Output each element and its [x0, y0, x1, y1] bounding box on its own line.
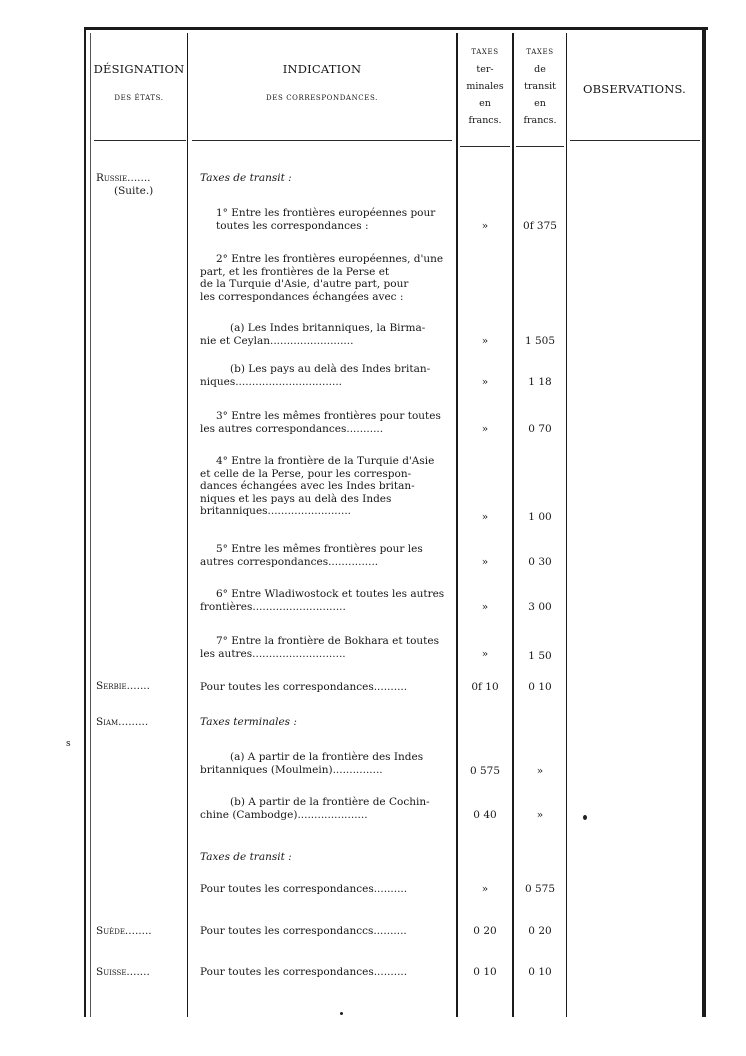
col-rule-3 [512, 33, 514, 1017]
header-rule-1 [94, 140, 186, 141]
russie-row-1-transit: 0f 375 [523, 220, 557, 232]
suisse-terminal: 0 10 [473, 966, 497, 978]
left-border [84, 27, 86, 1017]
state-suisse: Suisse....... [96, 966, 150, 978]
russie-heading: Taxes de transit : [200, 172, 292, 184]
header-rule-2 [192, 140, 452, 141]
russie-row-7-transit: 1 50 [528, 650, 552, 662]
state-russie-suite: (Suite.) [114, 185, 154, 197]
russie-row-5-transit: 0 30 [528, 556, 552, 568]
siam-heading-transit: Taxes de transit : [200, 851, 292, 863]
col-rule-4 [566, 33, 567, 1017]
russie-row-2: 2° Entre les frontières européennes, d'une part, et les frontières de la Perse et de la Turquie d'Asie, d'autre part, pour les correspondances échangées avec : [200, 253, 444, 303]
russie-row-3-transit: 0 70 [528, 423, 552, 435]
header-taxes-transit: TAXES de transit en francs. [523, 48, 557, 126]
suede-transit: 0 20 [528, 925, 552, 937]
russie-row-2b-transit: 1 18 [528, 376, 552, 388]
state-serbie: Serbie....... [96, 680, 150, 692]
suede-terminal: 0 20 [473, 925, 497, 937]
siam-row-c-transit: 0 575 [524, 883, 556, 895]
header-taxes-terminales: TAXES ter- minales en francs. [466, 48, 504, 126]
serbie-terminal: 0f 10 [471, 681, 499, 693]
siam-row-c-terminal: » [481, 883, 489, 895]
serbie-transit: 0 10 [528, 681, 552, 693]
russie-row-5: 5° Entre les mêmes frontières pour les autres correspondances............... [200, 543, 423, 568]
russie-row-1: 1° Entre les frontières européennes pour toutes les correspondances : [216, 207, 436, 232]
suisse-transit: 0 10 [528, 966, 552, 978]
russie-row-4-terminal: » [481, 511, 489, 523]
siam-row-a-terminal: 0 575 [469, 765, 501, 777]
russie-row-4-transit: 1 00 [528, 511, 552, 523]
observation-dot [583, 815, 587, 820]
header-rule-5 [570, 140, 700, 141]
col-rule-1 [187, 33, 188, 1017]
bottom-dot [340, 1012, 343, 1015]
russie-row-3: 3° Entre les mêmes frontières pour toutes les autres correspondances........... [200, 410, 441, 435]
russie-row-7: 7° Entre la frontière de Bokhara et toutes les autres............................ [200, 635, 440, 660]
siam-row-b-terminal: 0 40 [473, 809, 497, 821]
header-indication: INDICATION DES CORRESPONDANCES. [266, 62, 378, 102]
russie-row-6-transit: 3 00 [528, 601, 552, 613]
siam-row-b: (b) A partir de la frontière de Cochin- chine (Cambodge)..................... [200, 796, 430, 821]
siam-row-b-transit: » [536, 809, 544, 821]
left-border-inner [90, 33, 91, 1017]
header-observations: OBSERVATIONS. [582, 82, 687, 96]
siam-row-a-transit: » [536, 765, 544, 777]
siam-row-c: Pour toutes les correspondances.......... [200, 883, 408, 895]
siam-row-a: (a) A partir de la frontière des Indes britanniques (Moulmein)............... [200, 751, 424, 776]
russie-row-6-terminal: » [481, 601, 489, 613]
header-designation: DÉSIGNATION DES ÉTATS. [93, 62, 185, 102]
state-siam: Siam......... [96, 716, 149, 728]
russie-row-3-terminal: » [481, 423, 489, 435]
russie-row-5-terminal: » [481, 556, 489, 568]
russie-row-2a-terminal: » [481, 335, 489, 347]
serbie-row: Pour toutes les correspondances.......... [200, 681, 408, 693]
suisse-row: Pour toutes les correspondances.......... [200, 966, 408, 978]
state-russie: Russie....... [96, 172, 151, 184]
right-border [702, 27, 706, 1017]
siam-heading-terminal: Taxes terminales : [200, 716, 297, 728]
russie-row-2b: (b) Les pays au delà des Indes britan- niques................................ [200, 363, 431, 388]
russie-row-7-terminal: » [481, 648, 489, 660]
state-suede: Suède........ [96, 925, 152, 937]
col-rule-2 [456, 33, 458, 1017]
russie-row-6: 6° Entre Wladiwostock et toutes les autres frontières............................ [200, 588, 445, 613]
russie-row-4: 4° Entre la frontière de la Turquie d'Asie et celle de la Perse, pour les correspon- dances échangées avec les Indes britan- niques et les pays au delà des Indes britanniques......................... [200, 455, 435, 517]
russie-row-1-terminal: » [481, 220, 489, 232]
russie-row-2b-terminal: » [481, 376, 489, 388]
header-rule-4 [516, 146, 564, 147]
top-border [84, 27, 708, 30]
suede-row: Pour toutes les correspondanccs.......... [200, 925, 407, 937]
russie-row-2a-transit: 1 505 [524, 335, 556, 347]
russie-row-2a: (a) Les Indes britanniques, la Birma- nie et Ceylan......................... [200, 322, 426, 347]
header-rule-3 [460, 146, 510, 147]
margin-mark: s [66, 739, 71, 749]
